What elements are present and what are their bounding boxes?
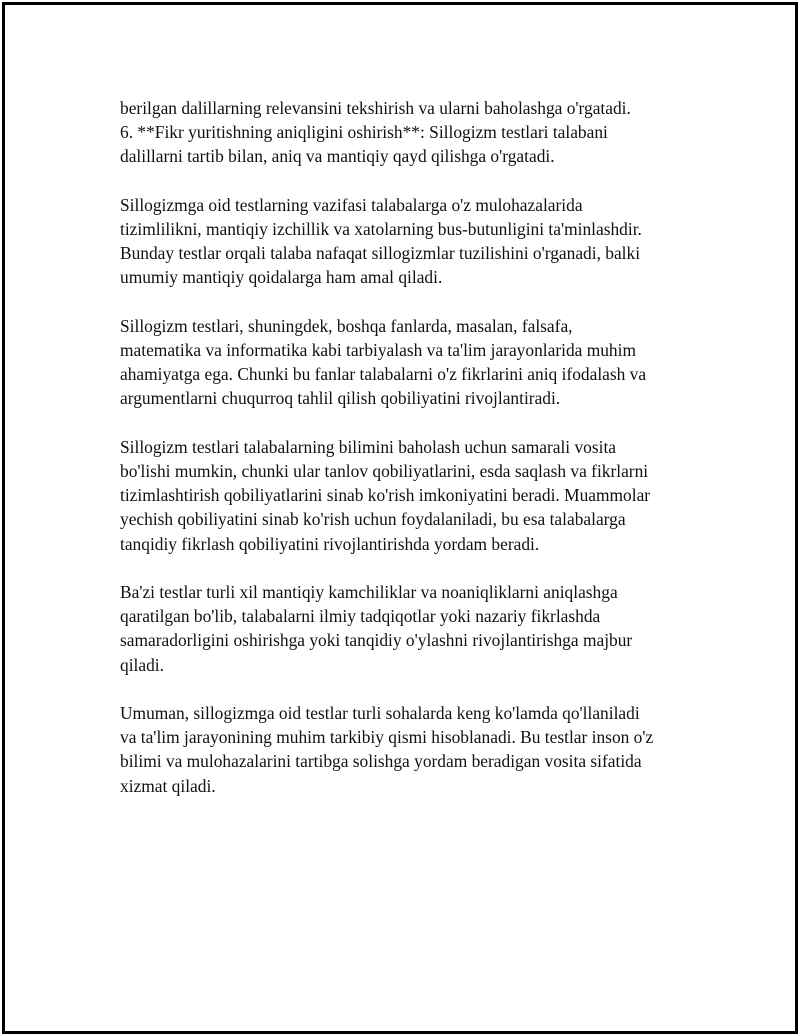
- text-line: 6. **Fikr yuritishning aniqligini oshirish**: Sillogizm testlari talabani: [120, 122, 608, 143]
- text-line: Bunday testlar orqali talaba nafaqat sillogizmlar tuzilishini o'rganadi, balki: [120, 243, 641, 264]
- text-line: qaratilgan bo'lib, talabalarni ilmiy tadqiqotlar yoki nazariy fikrlashda: [120, 606, 601, 627]
- text-line: Sillogizm testlari, shuningdek, boshqa fanlarda, masalan, falsafa,: [120, 315, 573, 336]
- text-line: bo'lishi mumkin, chunki ular tanlov qobiliyatlarini, esda saqlash va fikrlarni: [120, 461, 649, 481]
- text-line: berilgan dalillarning relevansini tekshirish va ularni baholashga o'rgatadi.: [120, 98, 631, 118]
- text-line: ahamiyatga ega. Chunki bu fanlar talabalarni o'z fikrlarini aniq ifodalash va: [120, 364, 647, 385]
- text-line: bilimi va mulohazalarini tartibga solishga yordam beradigan vosita sifatida: [120, 751, 642, 772]
- text-line: Sillogizm testlari talabalarning bilimini baholash uchun samarali vosita: [120, 436, 617, 457]
- text-line: dalillarni tartib bilan, aniq va mantiqiy qayd qilishga o'rgatadi.: [120, 146, 555, 167]
- paragraph-6: [120, 701, 710, 798]
- text-line: Ba'zi testlar turli xil mantiqiy kamchiliklar va noaniqliklarni aniqlashga: [120, 582, 618, 602]
- paragraph-2: [120, 193, 710, 290]
- text-line: va ta'lim jarayonining muhim tarkibiy qismi hisoblanadi. Bu testlar inson o'z: [120, 727, 654, 748]
- paragraph-5: [120, 580, 710, 677]
- text-line: samaradorligini oshirishga yoki tanqidiy o'ylashni rivojlantirishga majbur: [120, 630, 633, 651]
- text-line: xizmat qiladi.: [120, 775, 216, 796]
- text-line: argumentlarni chuqurroq tahlil qilish qobiliyatini rivojlantiradi.: [120, 388, 561, 409]
- paragraph-3: [120, 314, 710, 411]
- text-line: tizimlashtirish qobiliyatlarini sinab ko'rish imkoniyatini beradi. Muammolar: [120, 485, 651, 506]
- text-line: qiladi.: [120, 654, 164, 675]
- paragraph-1: [120, 96, 710, 169]
- text-line: Sillogizmga oid testlarning vazifasi talabalarga o'z mulohazalarida: [120, 194, 583, 215]
- paragraph-4: [120, 435, 710, 556]
- document-body: [120, 96, 710, 822]
- page-frame: [2, 2, 798, 1034]
- text-line: yechish qobiliyatini sinab ko'rish uchun foydalaniladi, bu esa talabalarga: [120, 509, 626, 530]
- text-line: tizimlilikni, mantiqiy izchillik va xatolarning bus-butunligini ta'minlashdir.: [120, 219, 642, 239]
- text-line: tanqidiy fikrlash qobiliyatini rivojlantirishda yordam beradi.: [120, 533, 540, 554]
- text-line: matematika va informatika kabi tarbiyalash va ta'lim jarayonlarida muhim: [120, 340, 636, 360]
- text-line: umumiy mantiqiy qoidalarga ham amal qiladi.: [120, 267, 443, 288]
- text-line: Umuman, sillogizmga oid testlar turli sohalarda keng ko'lamda qo'llaniladi: [120, 703, 640, 723]
